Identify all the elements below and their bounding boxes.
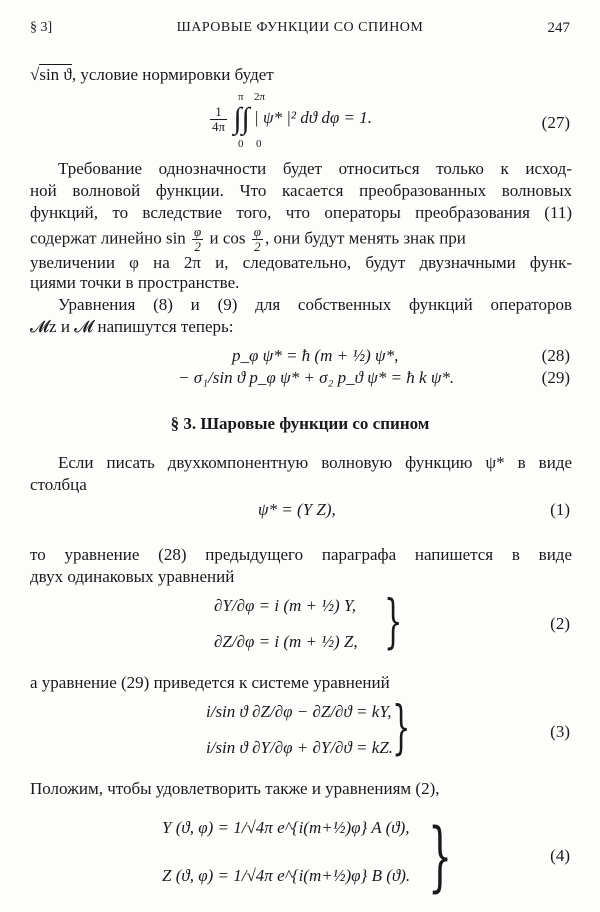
equation-2a: ∂Y/∂φ = i (m + ½) Y,: [214, 596, 357, 615]
eq-number-2: (2): [550, 614, 570, 633]
equation-28: p_φ ψ* = ħ (m + ½) ψ*,: [232, 346, 399, 365]
equation-4b: Z (ϑ, φ) = 1/√4π e^{i(m+½)φ} B (ϑ).: [162, 866, 411, 885]
int-lower-limit-1: 0: [238, 138, 244, 150]
text-line-10: Если писать двухкомпонентную волновую функцию ψ* в виде: [58, 453, 572, 472]
header-section-mark: § 3]: [30, 20, 53, 35]
equation-3b: i/sin ϑ ∂Y/∂φ + ∂Y/∂ϑ = kZ.: [206, 738, 394, 757]
running-title: ШАРОВЫЕ ФУНКЦИИ СО СПИНОМ: [176, 20, 424, 35]
text-line-6: увеличении φ на 2π и, следовательно, будут двузначными функ-: [30, 253, 572, 272]
int-lower-limit-2: 0: [256, 138, 262, 150]
text-line-4: функций, то вследствие того, что операторы преобразования (11): [30, 203, 572, 222]
text-line-8: Уравнения (8) и (9) для собственных функций операторов: [58, 295, 572, 314]
equation-27: $\frac{1}{4\pi}$ ∫∫ | ψ* |² dϑ dφ = 1.: [212, 102, 372, 135]
text-line-3: ной волновой функции. Что касается преобразованных волновых: [30, 181, 572, 200]
text-line-11: столбца: [30, 475, 87, 494]
text-line-15: Положим, чтобы удовлетворить также и уравнениям (2),: [30, 779, 440, 798]
section-title: § 3. Шаровые функции со спином: [170, 414, 430, 433]
eq-number-1: (1): [550, 500, 570, 519]
brace-4: }: [428, 811, 453, 900]
text-line-12: то уравнение (28) предыдущего параграфа напишется в виде: [30, 545, 572, 564]
int-upper-limit-1: π: [238, 91, 244, 103]
equation-29: − σ₁/sin ϑ p_φ ψ* + σ₂ p_ϑ ψ* = ħ k ψ*.: [178, 368, 455, 387]
text-line-1: √sin ϑ, условие нормировки будет: [30, 65, 274, 84]
equation-1: ψ* = (Y Z),: [258, 500, 336, 519]
equation-3a: i/sin ϑ ∂Z/∂φ − ∂Z/∂ϑ = kY,: [206, 702, 392, 721]
text-line-9: 𝓜z и 𝓜 напишутся теперь:: [30, 317, 234, 336]
page-number: 247: [547, 20, 570, 36]
equation-4a: Y (ϑ, φ) = 1/√4π e^{i(m+½)φ} A (ϑ),: [162, 818, 410, 837]
eq-number-4: (4): [550, 846, 570, 865]
eq-number-27: (27): [541, 113, 570, 132]
text-line-5: содержат линейно sin $\frac{\varphi}{2}$ и cos $\frac{\varphi}{2}$ , они будут менять знак при: [30, 224, 466, 254]
eq-number-28: (28): [541, 346, 570, 365]
eq-number-3: (3): [550, 722, 570, 741]
int-upper-limit-2: 2π: [254, 91, 266, 103]
brace-2: }: [384, 587, 403, 655]
eq-number-29: (29): [541, 368, 570, 387]
text-line-2: Требование однозначности будет относиться только к исход-: [58, 159, 572, 178]
text-line-13: двух одинаковых уравнений: [30, 567, 235, 586]
brace-3: }: [392, 693, 411, 761]
text-line-14: а уравнение (29) приведется к системе уравнений: [30, 673, 390, 692]
text-line-7: циями точки в пространстве.: [30, 273, 240, 292]
equation-2b: ∂Z/∂φ = i (m + ½) Z,: [214, 632, 358, 651]
